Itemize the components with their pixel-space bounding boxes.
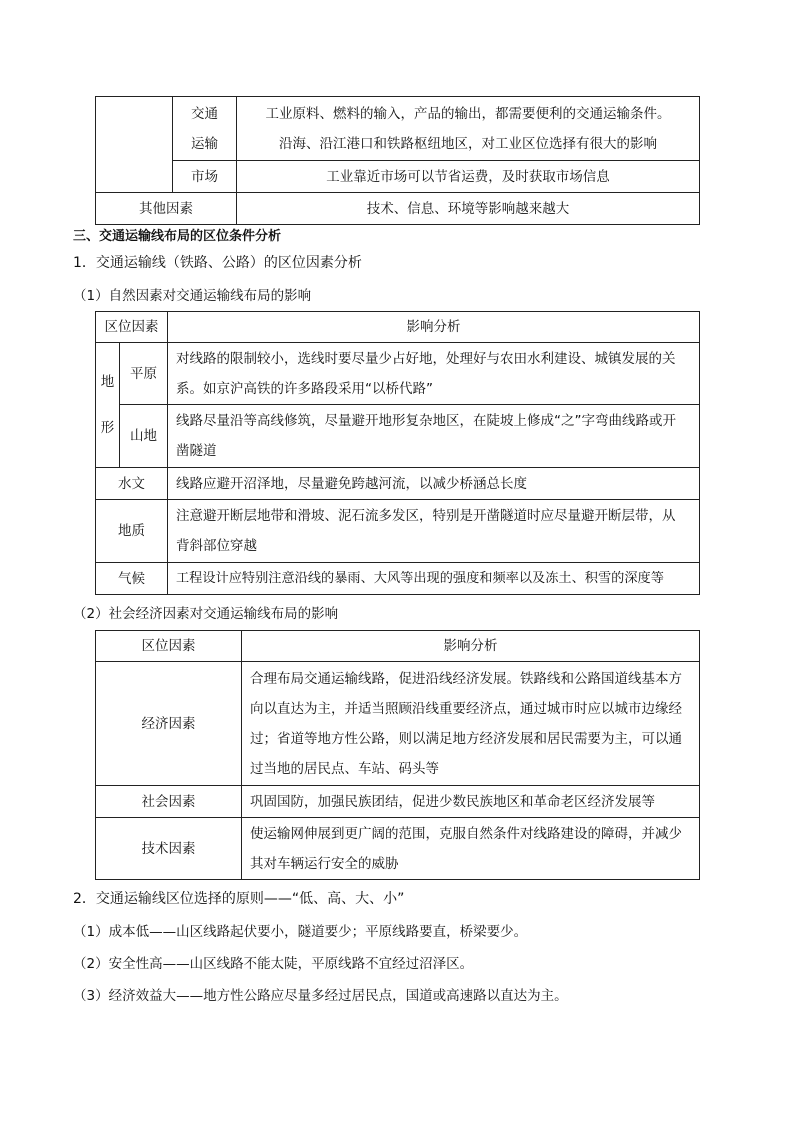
table2-header-analysis: 影响分析 xyxy=(242,631,700,662)
sub-subsection-heading: （1）自然因素对交通运输线布局的影响 xyxy=(73,288,312,304)
plain-line1: 对线路的限制较小，选线时要尽量少占好地，处理好与农田水利建设、城镇发展的关 xyxy=(176,350,676,367)
transport-line2: 沿海、沿江港口和铁路枢纽地区，对工业区位选择有很大的影响 xyxy=(279,135,657,152)
table1-header-analysis: 影响分析 xyxy=(168,312,700,343)
plain-label: 平原 xyxy=(120,343,168,405)
socioeconomic-factor-table xyxy=(95,630,700,880)
mountain-label: 山地 xyxy=(120,405,168,468)
climate-label: 气候 xyxy=(96,563,168,595)
social-text: 巩固国防，加强民族团结，促进少数民族地区和革命老区经济发展等 xyxy=(242,786,700,818)
natural-factor-table xyxy=(95,311,700,595)
table1-header-factor: 区位因素 xyxy=(96,312,168,343)
hydro-text: 线路应避开沼泽地，尽量避免跨越河流，以减少桥涵总长度 xyxy=(168,468,700,500)
industry-factor-table xyxy=(95,96,700,225)
mountain-line2: 凿隧道 xyxy=(176,443,217,459)
principle-1: （1）成本低——山区线路起伏要小，隧道要少；平原线路要直，桥梁要少。 xyxy=(73,924,528,940)
plain-line2: 系。如京沪高铁的许多路段采用“以桥代路” xyxy=(176,380,433,397)
transport-text-cell xyxy=(237,97,700,161)
sub-subsection-heading-2: （2）社会经济因素对交通运输线布局的影响 xyxy=(73,606,339,622)
mountain-line1: 线路尽量沿等高线修筑，尽量避开地形复杂地区，在陡坡上修成“之”字弯曲线路或开 xyxy=(176,413,676,429)
market-text: 工业靠近市场可以节省运费，及时获取市场信息 xyxy=(237,161,700,193)
market-label: 市场 xyxy=(173,161,237,193)
geology-text xyxy=(168,500,700,563)
econ-line1: 合理布局交通运输线路，促进沿线经济发展。铁路线和公路国道线基本方 xyxy=(250,670,682,687)
econ-line4: 过当地的居民点、车站、码头等 xyxy=(250,760,439,777)
econ-line2: 向以直达为主，并适当照顾沿线重要经济点，通过城市时应以城市边缘经 xyxy=(250,700,682,717)
tech-label: 技术因素 xyxy=(96,818,242,880)
mountain-text xyxy=(168,405,700,468)
transport-label-cell xyxy=(173,97,237,161)
econ-label: 经济因素 xyxy=(96,662,242,786)
tech-text xyxy=(242,818,700,880)
terrain-label xyxy=(96,343,120,468)
transport-line1: 工业原料、燃料的输入，产品的输出，都需要便利的交通运输条件。 xyxy=(265,105,671,122)
table2-header-factor: 区位因素 xyxy=(96,631,242,662)
econ-text xyxy=(242,662,700,786)
plain-text xyxy=(168,343,700,405)
subsection-heading: 1．交通运输线（铁路、公路）的区位因素分析 xyxy=(73,255,362,271)
section-heading: 三、交通运输线布局的区位条件分析 xyxy=(73,229,282,244)
econ-line3: 过；省道等地方性公路，则以满足地方经济发展和居民需要为主，可以通 xyxy=(250,730,682,747)
principle-heading: 2．交通运输线区位选择的原则——“低、高、大、小” xyxy=(73,891,405,907)
principle-2: （2）安全性高——山区线路不能太陡，平原线路不宜经过沼泽区。 xyxy=(73,956,474,972)
terrain-char2: 形 xyxy=(100,420,115,436)
other-label: 其他因素 xyxy=(96,193,237,225)
social-label: 社会因素 xyxy=(96,786,242,818)
terrain-char1: 地 xyxy=(100,374,115,390)
hydro-label: 水文 xyxy=(96,468,168,500)
tech-line2: 其对车辆运行安全的威胁 xyxy=(250,855,399,872)
transport-label-line2: 运输 xyxy=(191,135,218,152)
transport-label-line1: 交通 xyxy=(191,105,218,122)
blank-cell xyxy=(96,97,173,193)
climate-text: 工程设计应特别注意沿线的暴雨、大风等出现的强度和频率以及冻土、积雪的深度等 xyxy=(168,563,700,595)
geology-line1: 注意避开断层地带和滑坡、泥石流多发区，特别是开凿隧道时应尽量避开断层带，从 xyxy=(176,508,676,524)
geology-line2: 背斜部位穿越 xyxy=(176,538,257,554)
principle-3: （3）经济效益大——地方性公路应尽量多经过居民点，国道或高速路以直达为主。 xyxy=(73,988,568,1004)
geology-label: 地质 xyxy=(96,500,168,563)
other-text: 技术、信息、环境等影响越来越大 xyxy=(237,193,700,225)
tech-line1: 使运输网伸展到更广阔的范围，克服自然条件对线路建设的障碍，并减少 xyxy=(250,825,682,842)
